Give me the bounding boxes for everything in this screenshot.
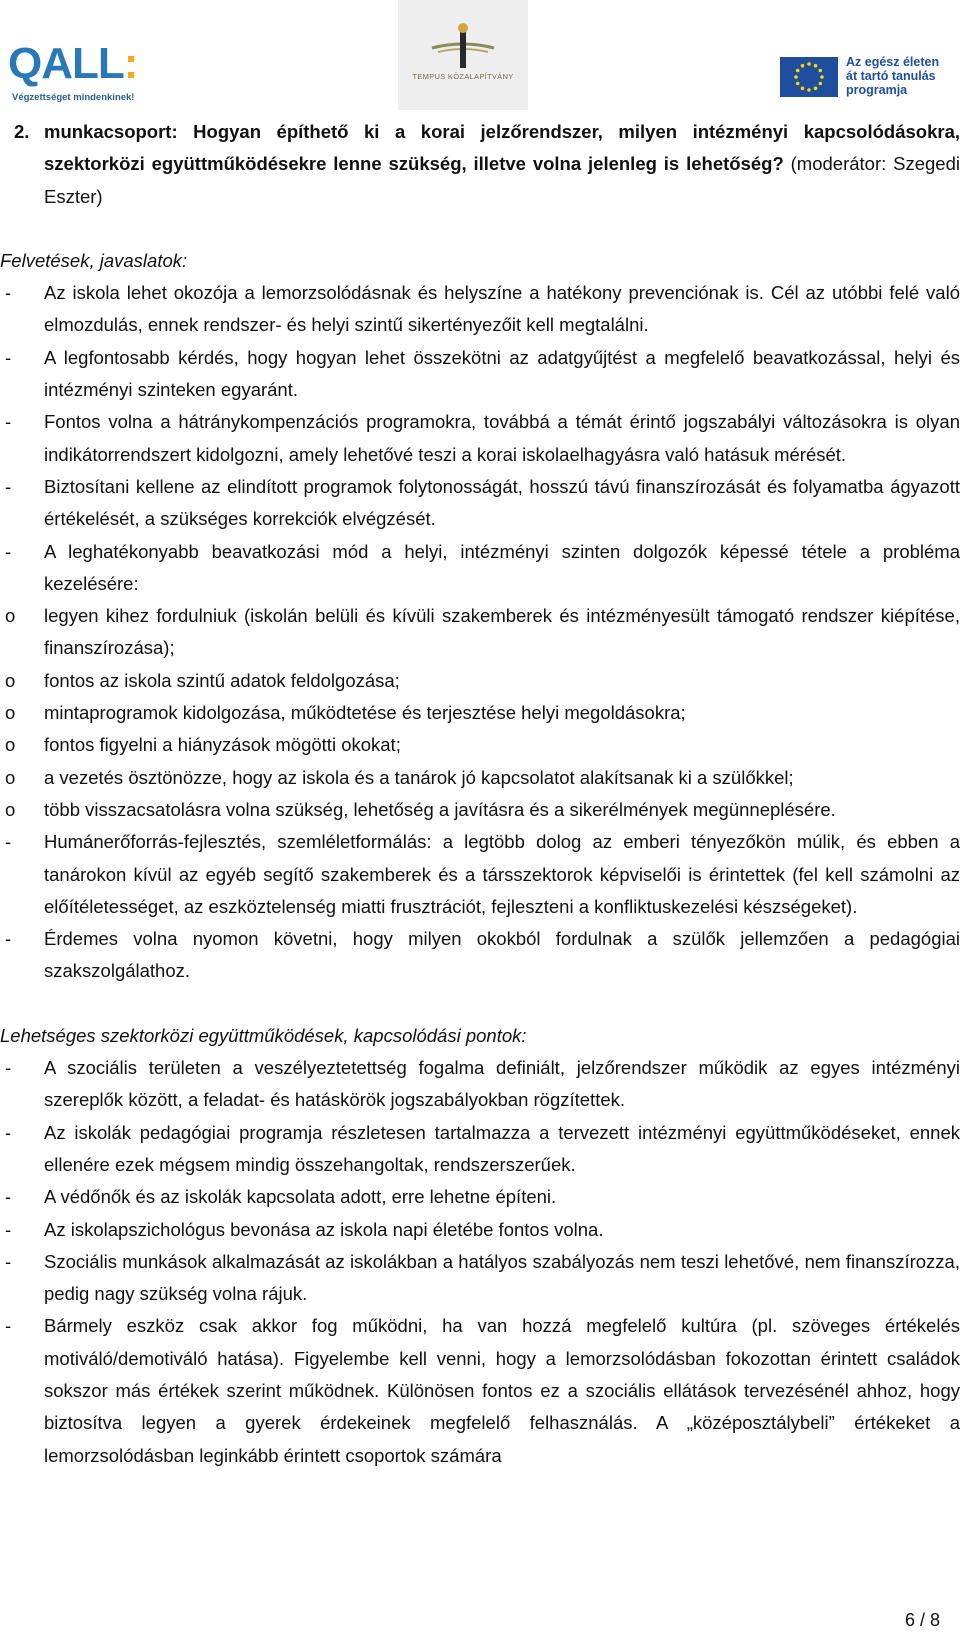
list-item [0, 794, 960, 826]
list-item [0, 1117, 960, 1182]
list-item [0, 1310, 960, 1471]
list-item [0, 1214, 960, 1246]
workgroup-heading [0, 116, 960, 213]
list-item-text: Az iskolák pedagógiai programja részletesen tartalmazza a tervezett intézményi együttműködéseket, ennek ellenére ezek mégsem mindig összehangoltak, rendszerszerűek. [44, 1121, 960, 1175]
list-item-text: mintaprogramok kidolgozása, működtetése és terjesztése helyi megoldásokra; [44, 702, 686, 724]
dash-bullet-marker: - [5, 411, 12, 433]
list-item-text: Fontos volna a hátránykompenzációs programokra, továbbá a témát érintő jogszabályi változásokra is olyan indikátorrendszert kidolgozni, amely lehetővé teszi a korai iskolaelhagyásra való hatásuk mérését. [44, 411, 960, 465]
list-item-text: Érdemes volna nyomon követni, hogy milyen okokból fordulnak a szülők jellemzően a pedagógiai szakszolgálathoz. [44, 928, 960, 982]
list-item-text: több visszacsatolásra volna szükség, lehetőség a javításra és a sikerélmények megünneplésére. [44, 798, 836, 820]
list-item [0, 826, 960, 923]
sub-bullet-marker: o [5, 702, 16, 724]
list-item [0, 729, 960, 761]
dash-bullet-marker: - [5, 831, 12, 853]
list-item-text: Humánerőforrás-fejlesztés, szemléletformálás: a legtöbb dolog az emberi tényezőkön múlik, és ebben a tanárokon kívül az egyéb segítő szakemberek és a társszektorok képviselői is érintettek (fel kell számolni az előítéletességet, az eszköztelenség miatti frusztrációt, fejleszteni a konfliktuskezelési készségeket). [44, 831, 960, 917]
list-item [0, 471, 960, 536]
page-number: 6 / 8 [904, 1610, 940, 1630]
list-item [0, 1052, 960, 1117]
tempus-logo [398, 0, 528, 110]
eu-star-icon [814, 87, 818, 91]
dash-bullet-marker: - [5, 1218, 12, 1240]
eu-text-line3: programja [846, 83, 908, 97]
dash-bullet-marker: - [5, 1057, 12, 1079]
list-item [0, 762, 960, 794]
list-item [0, 342, 960, 407]
dash-bullet-marker: - [5, 346, 12, 368]
heading-moderator: (moderátor: Szegedi Eszter) [44, 153, 960, 207]
qall-colon-mark: : [123, 39, 138, 88]
cooperation-list [0, 1052, 960, 1472]
dash-bullet-marker: - [5, 1121, 12, 1143]
list-item [0, 1181, 960, 1213]
list-item-text: Bármely eszköz csak akkor fog működni, ha van hozzá megfelelő kultúra (pl. szöveges értékelés motiváló/demotiváló hatása). Figyelembe kell venni, hogy a lemorzsolódásban fokozottan érintett családok sokszor más értékek szerint működnek. Különösen fontos ez a szociális ellátások tervezésénél ahhoz, hogy biztosítva legyen a gyerek érdekeinek megfelelő felhasználás. A „középosztálybeli” értékeket a lemorzsolódásban leginkább érintett csoportok számára [44, 1315, 960, 1466]
eu-flag-icon [780, 57, 838, 97]
eu-star-icon [820, 75, 824, 79]
list-item [0, 536, 960, 601]
sub-bullet-marker: o [5, 605, 16, 627]
sub-bullet-marker: o [5, 734, 16, 756]
document-body [0, 116, 960, 1472]
page-header [0, 0, 960, 115]
list-item-text: A legfontosabb kérdés, hogy hogyan lehet összekötni az adatgyűjtést a megfelelő beavatkozással, helyi és intézményi szinteken egyaránt. [44, 346, 960, 401]
dash-bullet-marker: - [5, 282, 12, 304]
eu-star-icon [807, 88, 811, 92]
list-item [0, 600, 960, 665]
tempus-caption: TEMPUS KÖZALAPÍTVÁNY [412, 72, 514, 81]
heading-title: munkacsoport: Hogyan építhető ki a korai jelzőrendszer, milyen intézményi kapcsolódásokra, szektorközi együttműködésekre lenne szükség, illetve volna jelenleg is lehetőség? [44, 121, 960, 175]
eu-program-text [846, 55, 939, 97]
list-item [0, 406, 960, 471]
list-item-text: Biztosítani kellene az elindított programok folytonosságát, hosszú távú finanszírozását és folyamatba ágyazott értékelését, a szükséges korrekciók elvégzését. [44, 475, 960, 530]
list-item-text: legyen kihez fordulniuk (iskolán belüli és kívüli szakemberek és intézményesült támogató rendszer kiépítése, finanszírozása); [44, 605, 960, 659]
qall-brand-text: QALL [8, 39, 124, 88]
list-item [0, 923, 960, 988]
list-item-text: Az iskola lehet okozója a lemorzsolódásnak és helyszíne a hatékony prevenciónak is. Cél az utóbbi felé való elmozdulás, ennek rendszer- és helyi szintű sikertényezőit kell megtalálni. [44, 282, 960, 336]
list-item-text: A védőnők és az iskolák kapcsolata adott, erre lehetne építeni. [44, 1186, 557, 1208]
eu-text-line1: Az egész életen [846, 55, 940, 69]
qall-tagline: Végzettséget mindenkinek! [12, 92, 135, 103]
list-item-text: A leghatékonyabb beavatkozási mód a helyi, intézményi szinten dolgozók képessé tétele a probléma kezelésére: [44, 540, 960, 594]
eu-star-icon [814, 64, 818, 68]
list-item-text: Szociális munkások alkalmazását az iskolákban a hatályos szabályozás nem teszi lehetővé, nem finanszírozza, pedig nagy szükség volna rájuk. [44, 1250, 960, 1305]
list-item-text: fontos az iskola szintű adatok feldolgozása; [44, 669, 400, 691]
tempus-emblem-icon [398, 0, 528, 110]
eu-star-icon [796, 69, 800, 73]
dash-bullet-marker: - [5, 1250, 12, 1272]
dash-bullet-marker: - [5, 540, 12, 562]
eu-lifelong-learning-logo [780, 55, 960, 101]
dash-bullet-marker: - [5, 475, 12, 497]
section-title-cooperation: Lehetséges szektorközi együttműködések, kapcsolódási pontok: [0, 1024, 527, 1046]
section-title-proposals: Felvetések, javaslatok: [0, 249, 188, 271]
dash-bullet-marker: - [5, 1186, 12, 1208]
eu-star-icon [796, 82, 800, 86]
qall-logo [8, 40, 148, 105]
eu-star-icon [801, 87, 805, 91]
eu-star-icon [819, 69, 823, 73]
heading-number: 2. [14, 121, 30, 142]
dash-bullet-marker: - [5, 928, 12, 950]
list-item [0, 277, 960, 342]
dash-bullet-marker: - [5, 1315, 12, 1337]
list-item-text: a vezetés ösztönözze, hogy az iskola és a tanárok jó kapcsolatot alakítsanak ki a szülőkkel; [44, 766, 794, 788]
list-item [0, 1246, 960, 1311]
eu-star-icon [819, 82, 823, 86]
list-item-text: A szociális területen a veszélyeztetettség fogalma definiált, jelzőrendszer működik az egyes intézményi szereplők között, a feladat- és hatáskörök jogszabályokban rögzítettek. [44, 1057, 960, 1111]
list-item [0, 697, 960, 729]
eu-star-icon [807, 62, 811, 66]
list-item-text: fontos figyelni a hiányzások mögötti okokat; [44, 734, 401, 756]
sub-bullet-marker: o [5, 766, 16, 788]
eu-star-icon [801, 64, 805, 68]
eu-star-icon [794, 75, 798, 79]
eu-text-line2: át tartó tanulás [846, 69, 936, 83]
sub-bullet-marker: o [5, 798, 16, 820]
list-item-text: Az iskolapszichológus bevonása az iskola napi életébe fontos volna. [44, 1218, 604, 1240]
sub-bullet-marker: o [5, 669, 16, 691]
list-item [0, 665, 960, 697]
proposals-list [0, 277, 960, 988]
